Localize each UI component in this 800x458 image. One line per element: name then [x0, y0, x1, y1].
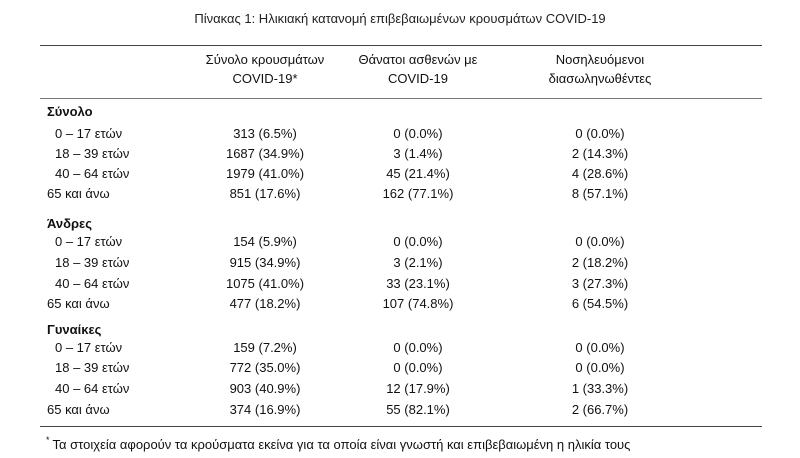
age-cell: 65 και άνω [47, 296, 110, 311]
intubated-cell: 2 (66.7%) [571, 402, 629, 417]
intubated-cell: 0 (0.0%) [575, 340, 625, 355]
age-cell: 0 – 17 ετών [55, 126, 123, 141]
deaths-cell: 3 (2.1%) [393, 255, 443, 270]
deaths-cell: 33 (23.1%) [386, 276, 450, 291]
table-row [0, 253, 800, 272]
cases-cell: 374 (16.9%) [229, 402, 301, 417]
intubated-cell: 4 (28.6%) [571, 166, 629, 181]
table-row [0, 164, 800, 183]
footnote-marker: * [46, 435, 50, 445]
intubated-cell: 0 (0.0%) [575, 126, 625, 141]
cases-cell: 903 (40.9%) [229, 381, 301, 396]
cases-cell: 772 (35.0%) [229, 360, 301, 375]
table-row [0, 358, 800, 377]
table-row [0, 184, 800, 203]
header-intubated-line1: Νοσηλευόμενοι [555, 52, 645, 67]
intubated-cell: 3 (27.3%) [571, 276, 629, 291]
deaths-cell: 0 (0.0%) [393, 360, 443, 375]
cases-cell: 477 (18.2%) [229, 296, 301, 311]
age-cell: 65 και άνω [47, 186, 110, 201]
group-title-women: Γυναίκες [47, 322, 102, 337]
age-cell: 0 – 17 ετών [55, 340, 123, 355]
table-row [0, 124, 800, 143]
header-total-cases-line1: Σύνολο κρουσμάτων [205, 52, 325, 67]
age-cell: 18 – 39 ετών [55, 360, 130, 375]
intubated-cell: 2 (18.2%) [571, 255, 629, 270]
intubated-cell: 0 (0.0%) [575, 360, 625, 375]
table-row [0, 379, 800, 398]
age-cell: 18 – 39 ετών [55, 255, 130, 270]
cases-cell: 154 (5.9%) [233, 234, 297, 249]
table-row [0, 144, 800, 163]
header-deaths-line1: Θάνατοι ασθενών με [358, 52, 478, 67]
table-row [0, 294, 800, 313]
group-title-men: Άνδρες [47, 216, 92, 231]
header-intubated [520, 50, 680, 88]
header-total-cases-line2: COVID-19* [232, 71, 298, 86]
age-cell: 40 – 64 ετών [55, 276, 130, 291]
deaths-cell: 0 (0.0%) [393, 234, 443, 249]
group-title-total: Σύνολο [47, 104, 93, 119]
cases-cell: 159 (7.2%) [233, 340, 297, 355]
cases-cell: 1075 (41.0%) [225, 276, 305, 291]
deaths-cell: 0 (0.0%) [393, 340, 443, 355]
cases-cell: 851 (17.6%) [229, 186, 301, 201]
intubated-cell: 0 (0.0%) [575, 234, 625, 249]
intubated-cell: 2 (14.3%) [571, 146, 629, 161]
table-row [0, 338, 800, 357]
table-row [0, 400, 800, 419]
age-cell: 18 – 39 ετών [55, 146, 130, 161]
deaths-cell: 162 (77.1%) [382, 186, 454, 201]
cases-cell: 1687 (34.9%) [225, 146, 305, 161]
intubated-cell: 8 (57.1%) [571, 186, 629, 201]
deaths-cell: 107 (74.8%) [382, 296, 454, 311]
intubated-cell: 1 (33.3%) [571, 381, 629, 396]
header-intubated-line2: διασωληνωθέντες [548, 71, 652, 86]
age-cell: 0 – 17 ετών [55, 234, 123, 249]
cases-cell: 915 (34.9%) [229, 255, 301, 270]
table-caption: Πίνακας 1: Ηλικιακή κατανομή επιβεβαιωμένων κρουσμάτων COVID-19 [194, 11, 606, 26]
table-row [0, 232, 800, 251]
table-top-rule [40, 45, 762, 46]
table-bottom-rule [40, 426, 762, 427]
age-cell: 65 και άνω [47, 402, 110, 417]
header-divider-rule [40, 98, 762, 99]
footnote [46, 431, 630, 454]
deaths-cell: 0 (0.0%) [393, 126, 443, 141]
table-row [0, 274, 800, 293]
deaths-cell: 3 (1.4%) [393, 146, 443, 161]
header-deaths [343, 50, 493, 88]
cases-cell: 1979 (41.0%) [225, 166, 305, 181]
age-cell: 40 – 64 ετών [55, 381, 130, 396]
header-deaths-line2: COVID-19 [388, 71, 448, 86]
header-total-cases [190, 50, 340, 88]
age-cell: 40 – 64 ετών [55, 166, 130, 181]
cases-cell: 313 (6.5%) [233, 126, 297, 141]
intubated-cell: 6 (54.5%) [571, 296, 629, 311]
deaths-cell: 12 (17.9%) [386, 381, 450, 396]
footnote-text: Τα στοιχεία αφορούν τα κρούσματα εκείνα για τα οποία είναι γνωστή και επιβεβαιωμένη η ηλικία τους [52, 437, 631, 452]
deaths-cell: 55 (82.1%) [386, 402, 450, 417]
deaths-cell: 45 (21.4%) [386, 166, 450, 181]
